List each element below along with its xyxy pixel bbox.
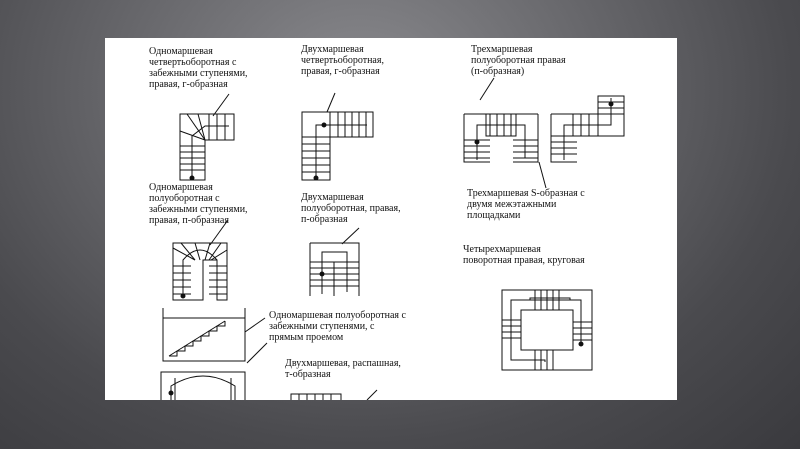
caption-two-flight-half-turn: Двухмаршевая полуоборотная, правая, п-образная	[301, 192, 401, 225]
caption-four-flight-circular: Четырехмаршевая поворотная правая, круговая	[463, 244, 585, 266]
drawing-two-flight-split-t	[291, 394, 341, 400]
caption-two-flight-quarter-turn: Двухмаршевая четвертьоборотная, правая, г-образная	[301, 44, 384, 77]
drawing-straight-opening	[161, 308, 245, 400]
drawing-half-turn-winder-u	[173, 243, 227, 300]
caption-one-flight-half-turn: Одномаршевая полуоборотная с забежными ступенями, правая, п-образная	[149, 182, 248, 226]
caption-three-flight-half-turn: Трехмаршевая полуоборотная правая (п-образная)	[471, 44, 566, 77]
drawing-four-flight-circular	[502, 290, 592, 370]
drawing-quarter-turn-winder-l	[180, 114, 234, 180]
drawing-three-flight-s	[551, 96, 624, 162]
drawing-three-flight-u	[464, 114, 538, 162]
caption-straight-opening: Одномаршевая полуоборотная с забежными ступенями, с прямым проемом	[269, 310, 406, 343]
slide	[105, 38, 677, 400]
caption-one-flight-quarter-turn: Одномаршевая четвертьоборотная с забежными ступенями, правая, г-образная	[149, 46, 248, 90]
caption-three-flight-s-shaped: Трехмаршевая S-образная с двумя межэтажными площадками	[467, 188, 585, 221]
drawing-two-flight-quarter-l	[302, 112, 373, 180]
drawing-two-flight-half-u	[310, 243, 359, 296]
leader-lines	[210, 78, 546, 400]
caption-split-t-shaped: Двухмаршевая, распашная, т-образная	[285, 358, 401, 380]
